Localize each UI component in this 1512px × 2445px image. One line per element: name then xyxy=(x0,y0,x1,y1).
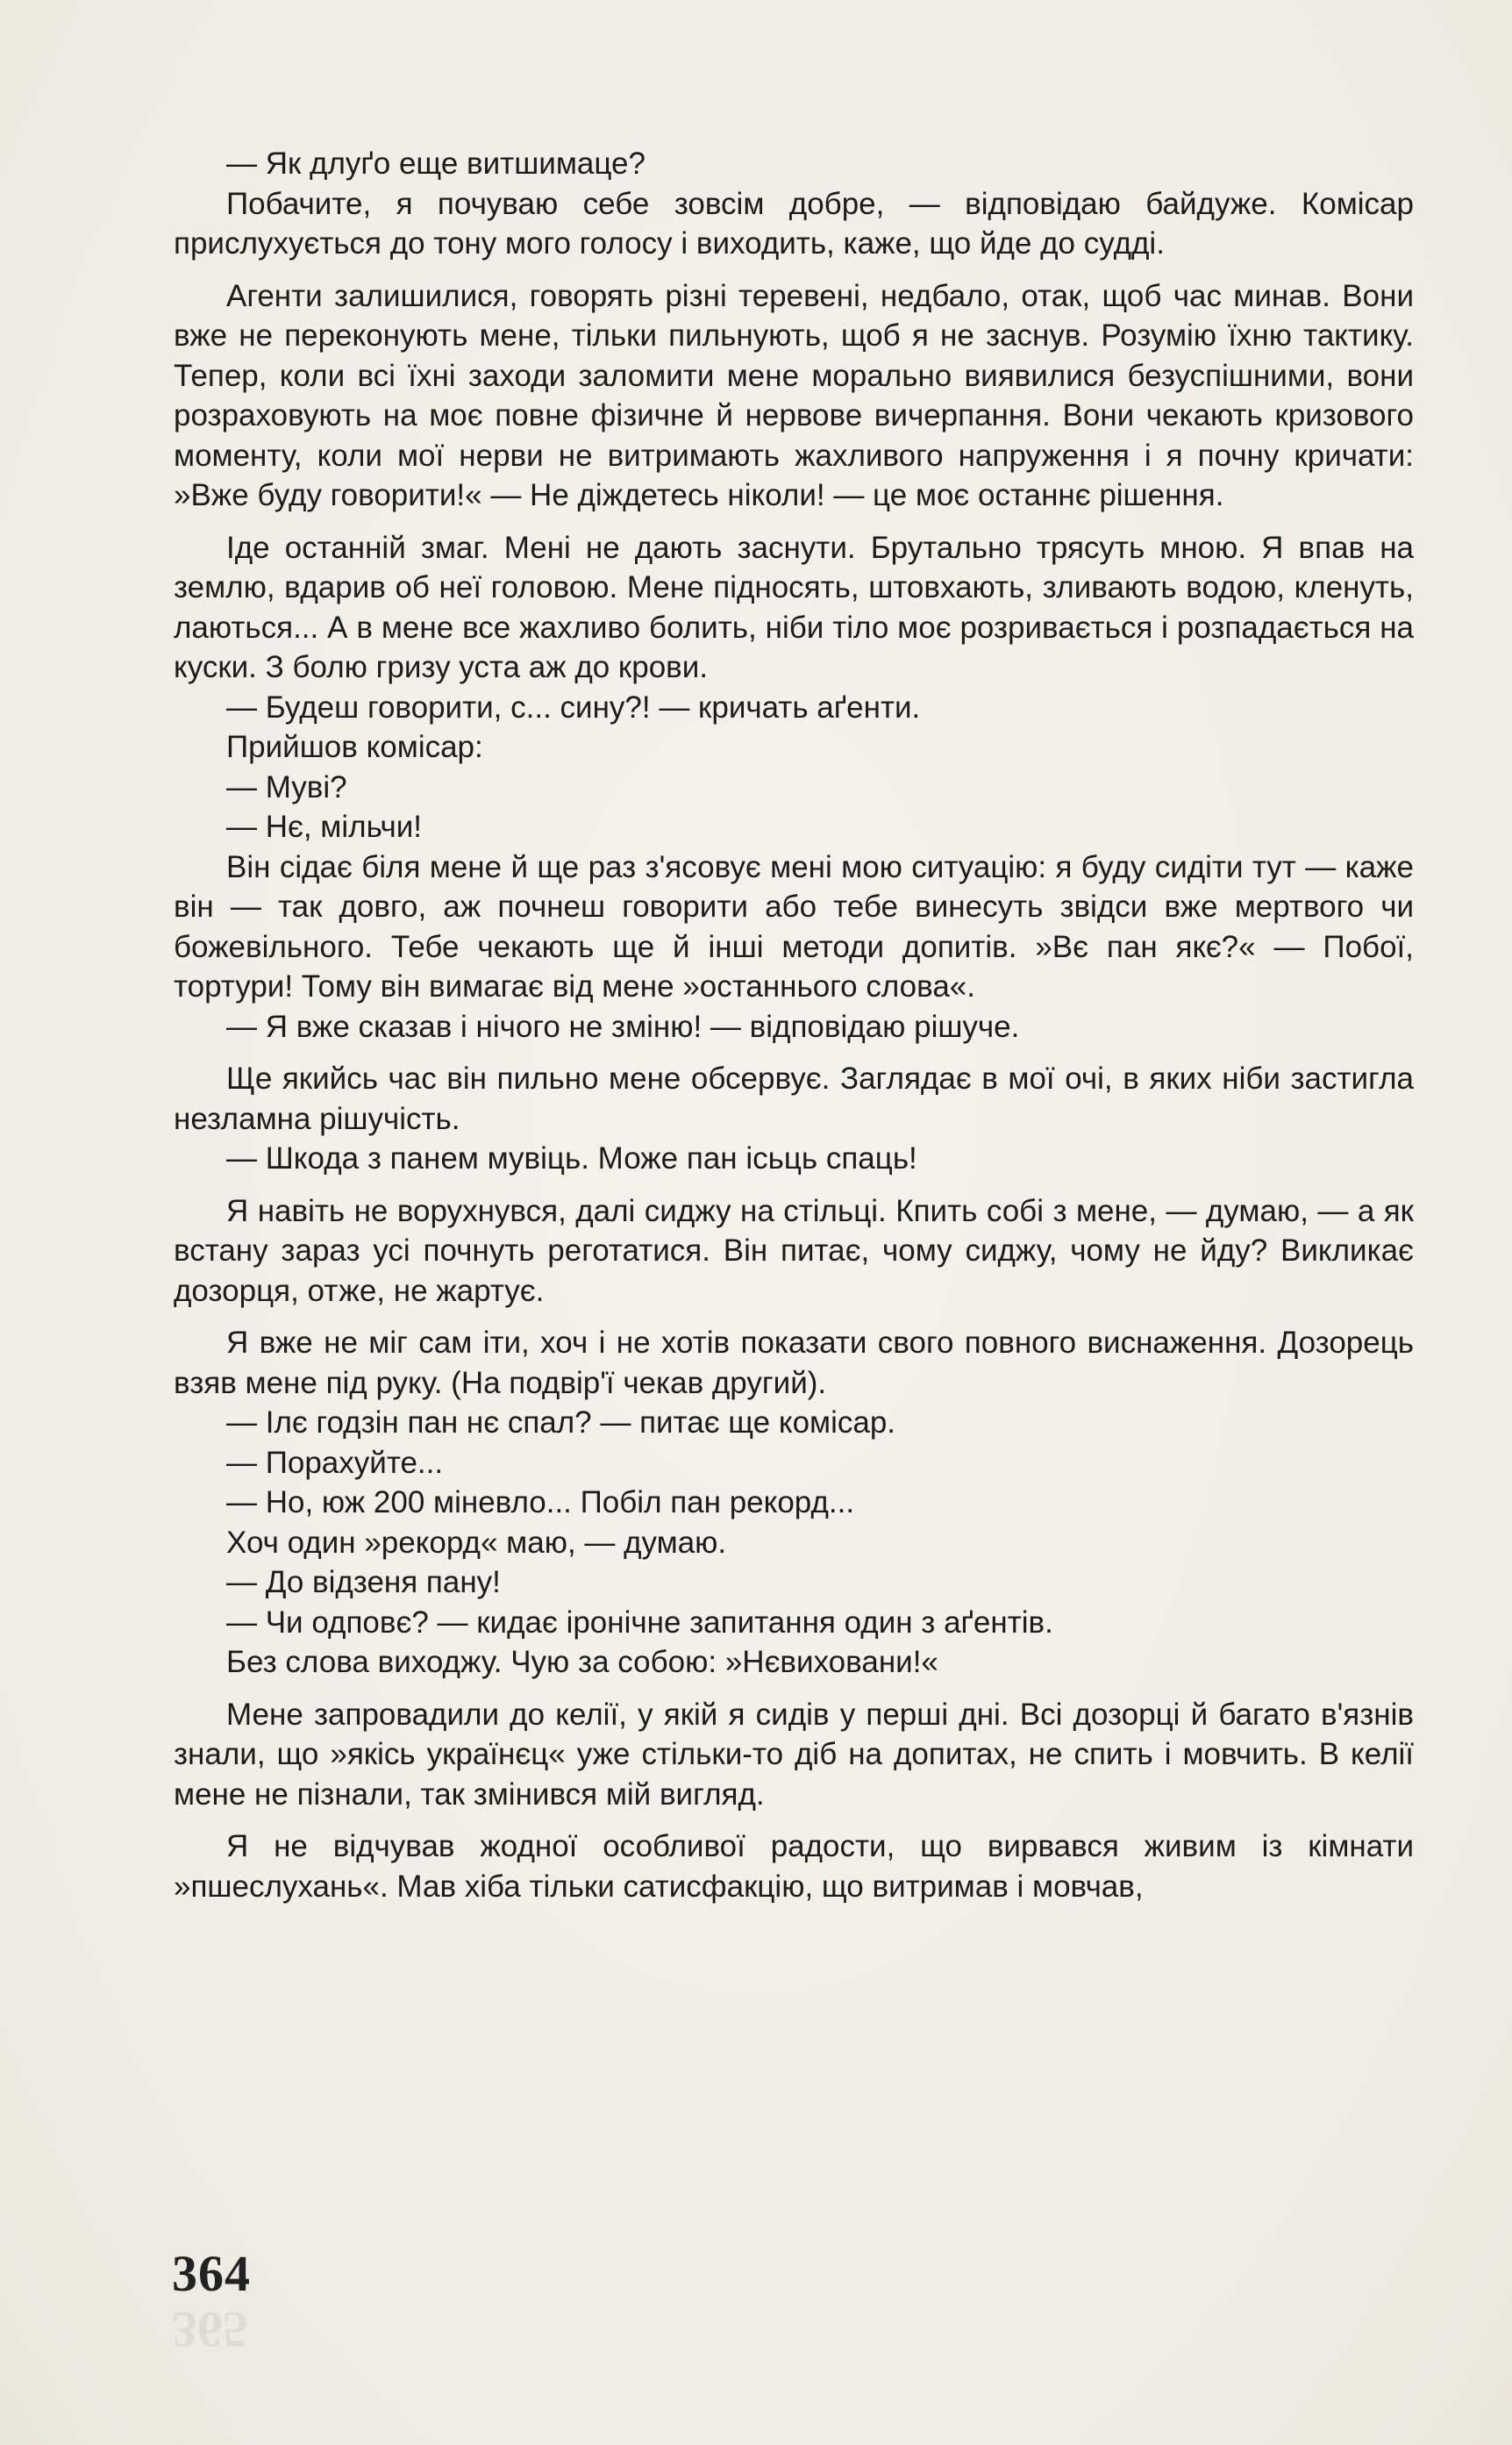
paragraph: Агенти залишилися, говорять різні теревені, недбало, отак, щоб час минав. Вони вже не переконують мене, тільки пильнують, щоб я не заснув. Розумію їхню тактику. Тепер, коли всі їхні заходи заломити мене морально виявилися безуспішними, вони розраховують на моє повне фізичне й нервове вичерпання. Вони чекають кризового моменту, коли мої нерви не витримають жахливого напруження і я почну кричати: »Вже буду говорити!« — Не діждетесь ніколи! — це моє останнє рішення. xyxy=(174,278,1414,512)
paragraph: Мене запровадили до келії, у якій я сидів у перші дні. Всі дозорці й багато в'язнів знали, що »якісь українєц« уже стільки-то діб на допитах, не спить і мовчить. В келії мене не пізнали, так змінився мій вигляд. xyxy=(174,1697,1414,1812)
paragraph: Хоч один »рекорд« маю, — думаю. xyxy=(226,1525,727,1560)
paragraph: — До відзеня пану! xyxy=(226,1565,501,1599)
paragraph: Прийшов комісар: xyxy=(226,730,483,764)
paragraph: — Чи одповє? — кидає іронічне запитання один з аґентів. xyxy=(226,1605,1053,1640)
paragraph: — Ілє годзін пан нє спал? — питає ще комісар. xyxy=(226,1405,896,1440)
page-number: 364 xyxy=(172,2245,251,2302)
paragraph: Я навіть не ворухнувся, далі сиджу на стільці. Кпить собі з мене, — думаю, — а як встану зараз усі почнуть реготатися. Він питає, чому сиджу, чому не йду? Викликає дозорця, отже, не жартує. xyxy=(174,1193,1414,1308)
paragraph: — Шкода з панем мувіць. Може пан ісьць спаць! xyxy=(226,1141,917,1176)
paragraph: Без слова виходжу. Чую за собою: »Нєвиховани!« xyxy=(226,1645,938,1679)
paragraph: — Муві? xyxy=(226,769,347,804)
paragraph: Іде останній змаг. Мені не дають заснути. Брутально трясуть мною. Я впав на землю, вдарив об неї головою. Мене підносять, штовхають, зливають водою, кленуть, лаються... А в мене все жахливо болить, ніби тіло моє розривається і розпадається на куски. З болю гризу уста аж до крови. xyxy=(174,530,1414,684)
paragraph: — Порахуйте... xyxy=(226,1445,444,1480)
paragraph: Побачите, я почуваю себе зовсім добре, — відповідаю байдуже. Комісар прислухується до тону мого голосу і виходить, каже, що йде до судді. xyxy=(174,186,1414,261)
paragraph: — Я вже сказав і нічого не зміню! — відповідаю рішуче. xyxy=(226,1009,1020,1044)
paragraph: Ще якийсь час він пильно мене обсервує. Заглядає в мої очі, в яких ніби застигла незламна рішучість. xyxy=(174,1062,1414,1136)
paragraph: — Но, юж 200 міневло... Побіл пан рекорд... xyxy=(226,1485,855,1519)
paragraph: — Будеш говорити, с... сину?! — кричать аґенти. xyxy=(226,690,921,725)
body-text xyxy=(174,144,1414,1906)
paragraph: Він сідає біля мене й ще раз з'ясовує мені мою ситуацію: я буду сидіти тут — каже він — так довго, аж почнеш говорити або тебе винесуть звідси вже мертвого чи божевільного. Тебе чекають ще й інші методи допитів. »Вє пан якє?« — Побої, тортури! Тому він вимагає від мене »останнього слова«. xyxy=(174,849,1414,1004)
paragraph: Я вже не міг сам іти, хоч і не хотів показати свого повного виснаження. Дозорець взяв мене під руку. (На подвір'ї чекав другий). xyxy=(174,1326,1414,1400)
paragraph: Я не відчував жодної особливої радости, що вирвався живим із кімнати »пшеслухань«. Мав хіба тільки сатисфакцію, що витримав і мовчав, xyxy=(174,1829,1414,1904)
page-number-bleedthrough: 365 xyxy=(172,2301,248,2358)
paragraph: — Як длуґо еще витшимаце? xyxy=(226,147,645,181)
paragraph: — Нє, мільчи! xyxy=(226,810,422,844)
